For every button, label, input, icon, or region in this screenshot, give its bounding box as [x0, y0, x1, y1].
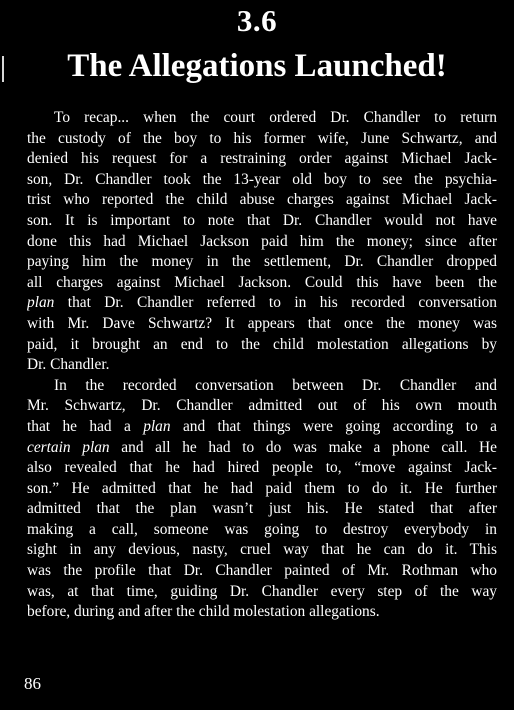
text-run: Mr. Schwartz, Dr. Chandler admitted out of his own mouth: [27, 397, 497, 415]
text-run: all charges against Michael Jackson. Could this have been the: [27, 273, 497, 291]
text-run: making a call, someone was going to destroy everybody in: [27, 520, 497, 538]
text-line: [27, 417, 497, 438]
text-line: [27, 149, 497, 170]
text-line: [27, 211, 497, 232]
chapter-title: The Allegations Launched!: [67, 48, 447, 84]
italic-text: certain plan: [27, 438, 110, 456]
text-line: [27, 458, 497, 479]
text-run: paying him the money in the settlement, Dr. Chandler dropped: [27, 253, 497, 271]
text-run: that he had a: [27, 417, 144, 435]
text-line: [27, 190, 497, 211]
text-line: [27, 252, 497, 273]
body-text: [27, 108, 497, 623]
text-run: with Mr. Dave Schwartz? It appears that once the money was: [27, 314, 497, 332]
text-run: sight in any devious, nasty, cruel way that he can do it. This: [27, 541, 497, 559]
text-line: [27, 232, 497, 253]
text-line: [27, 335, 497, 356]
paragraph: [27, 108, 497, 376]
text-run: before, during and after the child molestation allegations.: [27, 603, 380, 621]
text-run: also revealed that he had hired people to, “move against Jack-: [27, 459, 497, 477]
text-line: [27, 170, 497, 191]
text-run: and all he had to do was make a phone call. He: [109, 438, 497, 456]
italic-text: plan: [27, 294, 55, 312]
text-line: [27, 355, 497, 376]
text-run: admitted that the plan wasn’t just his. He stated that after: [27, 500, 497, 518]
text-line: [27, 293, 497, 314]
text-run: son.” He admitted that he had paid them to do it. He further: [27, 479, 497, 497]
text-run: was the profile that Dr. Chandler painted of Mr. Rothman who: [27, 562, 497, 580]
page-number: 86: [24, 674, 41, 693]
text-run: trist who reported the child abuse charges against Michael Jack-: [27, 191, 497, 209]
text-line: [27, 314, 497, 335]
text-run: To recap... when the court ordered Dr. Chandler to return: [54, 109, 497, 126]
text-run: In the recorded conversation between Dr. Chandler and: [54, 376, 497, 394]
text-line: [27, 108, 497, 129]
text-run: son. It is important to note that Dr. Chandler would not have: [27, 211, 497, 229]
chapter-number: 3.6: [236, 3, 278, 38]
text-line: [27, 273, 497, 294]
text-run: done this had Michael Jackson paid him the money; since after: [27, 232, 497, 250]
text-line: [27, 376, 497, 397]
paragraph: [27, 376, 497, 623]
text-run: that Dr. Chandler referred to in his recorded conversation: [54, 294, 497, 312]
text-line: [27, 479, 497, 500]
text-line: [27, 129, 497, 150]
text-run: Dr. Chandler.: [27, 356, 110, 374]
text-line: [27, 499, 497, 520]
text-run: denied his request for a restraining order against Michael Jack-: [27, 150, 497, 168]
text-line: [27, 520, 497, 541]
text-line: [27, 540, 497, 561]
text-line: [27, 438, 497, 459]
text-run: the custody of the boy to his former wife, June Schwartz, and: [27, 129, 497, 147]
italic-text: plan: [143, 417, 171, 435]
text-run: son, Dr. Chandler took the 13-year old boy to see the psychia-: [27, 170, 497, 188]
text-run: paid, it brought an end to the child molestation allegations by: [27, 335, 497, 353]
text-line: [27, 561, 497, 582]
text-run: was, at that time, guiding Dr. Chandler every step of the way: [27, 582, 497, 600]
text-line: [27, 582, 497, 603]
text-line: [27, 602, 497, 623]
text-line: [27, 396, 497, 417]
text-run: and that things were going according to a: [170, 417, 497, 435]
